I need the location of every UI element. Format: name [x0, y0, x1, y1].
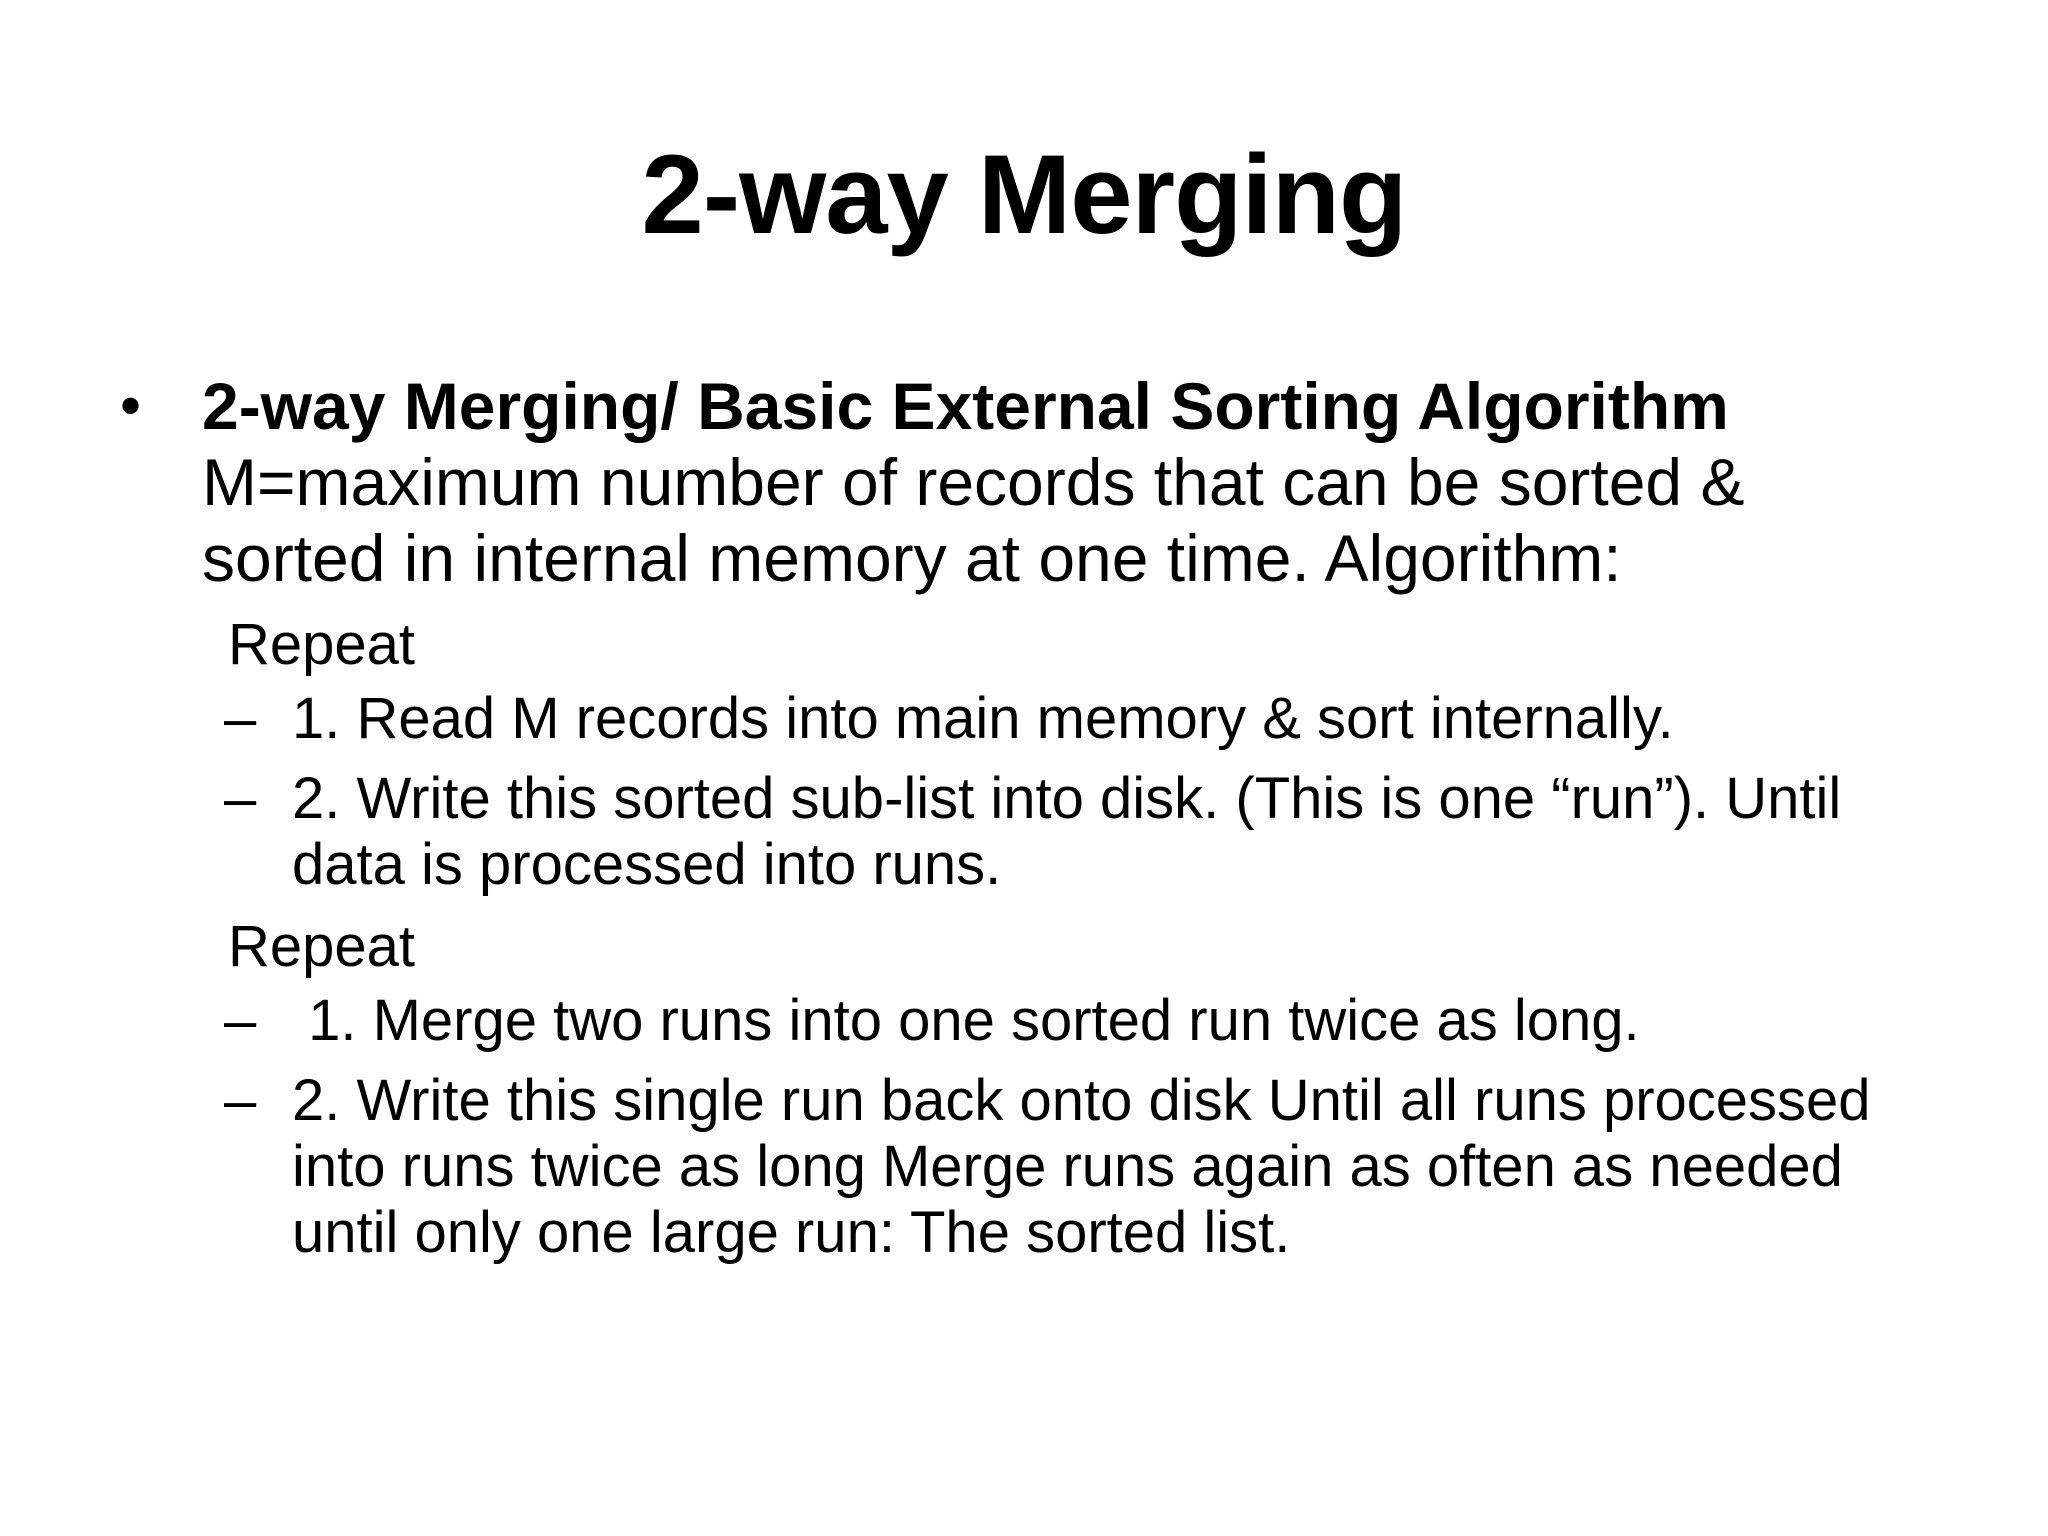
list-item	[120, 686, 1940, 752]
list-item-text: 1. Read M records into main memory & sort internally.	[292, 686, 1674, 751]
dash-marker: –	[224, 988, 257, 1053]
bullet-text: M=maximum number of records that can be sorted & sorted in internal memory at one time. Algorithm:	[202, 445, 1745, 595]
bullet-lead: 2-way Merging/ Basic External Sorting Algorithm	[202, 369, 1729, 443]
bullet-marker: •	[120, 372, 142, 439]
list-item	[120, 766, 1940, 898]
group-1-label: Repeat	[228, 612, 416, 677]
list-item-text: 2. Write this sorted sub-list into disk. (This is one “run”). Until data is processed into runs.	[292, 766, 1842, 897]
dash-marker: –	[224, 1068, 257, 1133]
dash-marker: –	[224, 686, 257, 751]
group-2-label: Repeat	[228, 914, 416, 979]
dash-marker: –	[224, 766, 257, 831]
main-bullet	[120, 368, 1940, 596]
list-item-text: 1. Merge two runs into one sorted run twice as long.	[292, 988, 1640, 1053]
slide-body	[120, 368, 1940, 1280]
slide-title: 2-way Merging	[641, 132, 1407, 257]
list-item-text: 2. Write this single run back onto disk Until all runs processed into runs twice as long Merge runs again as often as needed until only one large run: The sorted list.	[292, 1068, 1871, 1265]
list-item	[120, 1068, 1940, 1266]
list-item	[120, 988, 1940, 1054]
